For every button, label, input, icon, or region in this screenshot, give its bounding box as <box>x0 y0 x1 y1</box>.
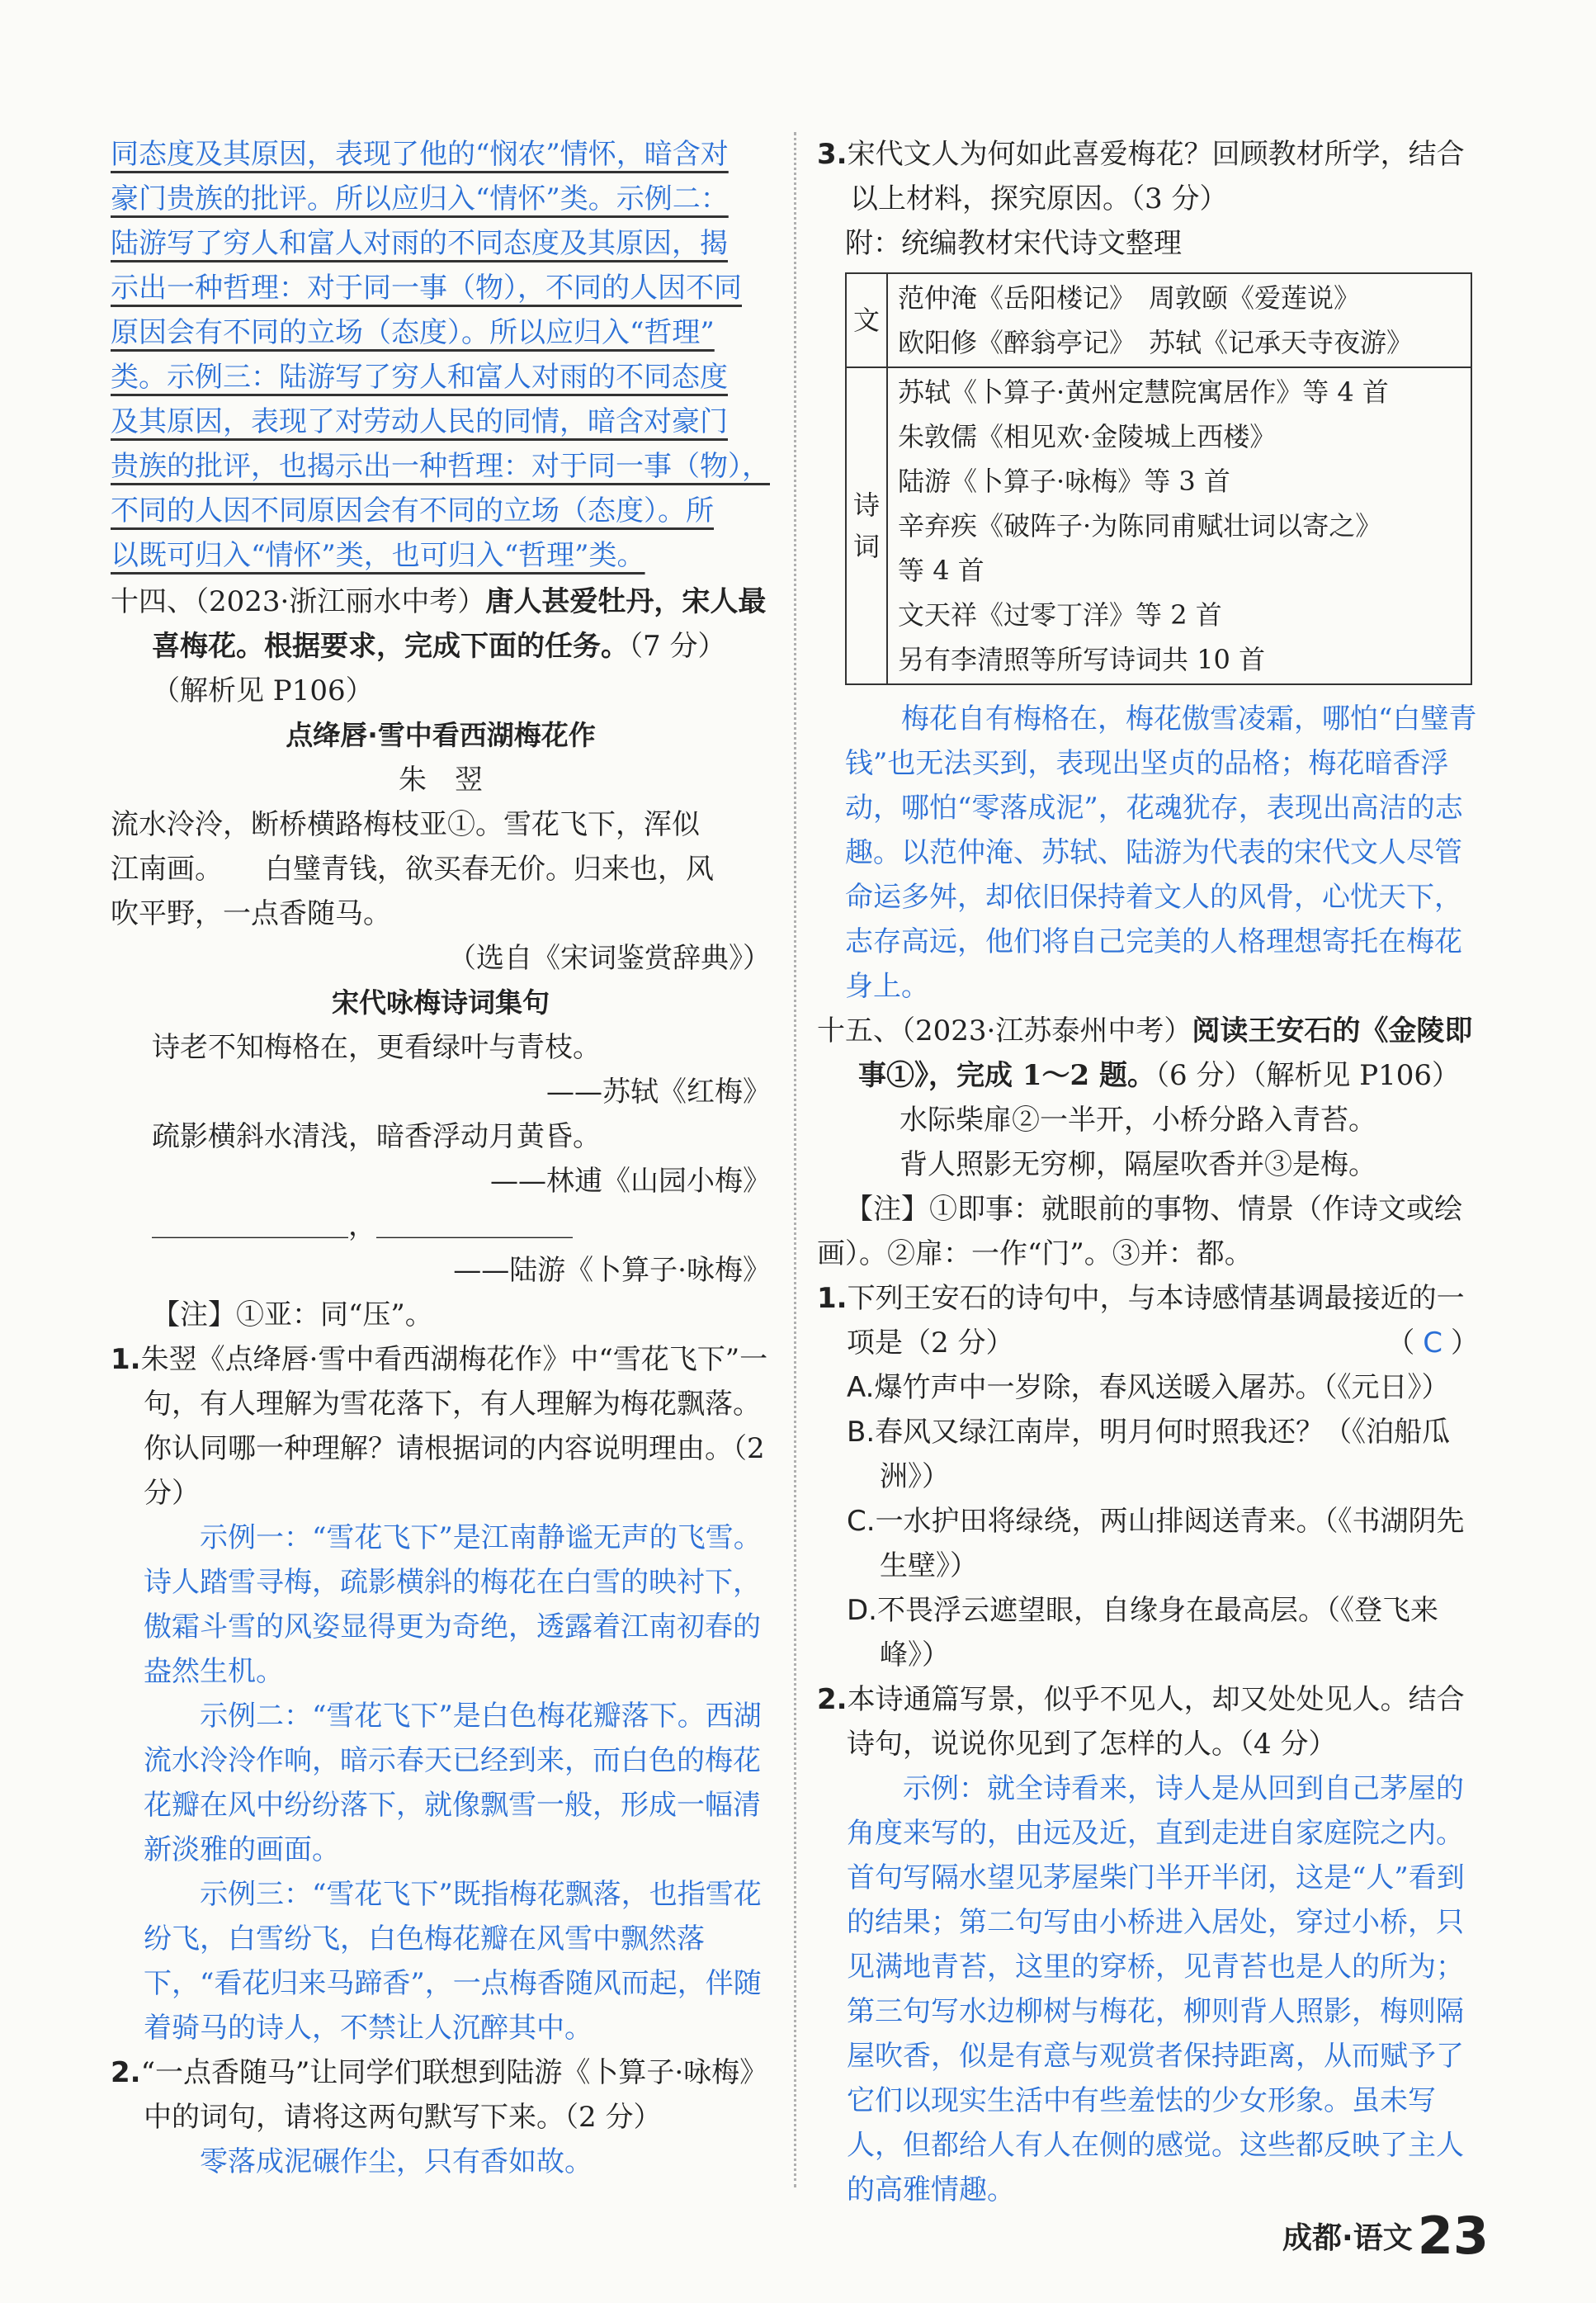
poem2-title: 宋代咏梅诗词集句 <box>332 986 550 1019</box>
page-number: 23 <box>1417 2206 1489 2266</box>
poem2-attribution-3: ——陆游《卜算子·咏梅》 <box>453 1254 771 1287</box>
q13-answer-continuation <box>111 132 771 578</box>
question-15-header <box>817 1009 1479 1098</box>
poem3-line-1: 水际柴扉②一半开，小桥分路入青苔。 <box>900 1104 1376 1137</box>
bracket-right: ） <box>1451 1326 1479 1360</box>
answer-line: 豪门贵族的批评。所以应归入“情怀”类。示例二： <box>111 182 729 215</box>
poem1-author: 朱 翌 <box>399 764 483 797</box>
choice-answer: C <box>1423 1326 1443 1360</box>
table-line: 等 4 首 <box>898 555 985 586</box>
question-number: 3. <box>817 138 848 171</box>
table-line: 另有李清照等所写诗词共 10 首 <box>898 644 1266 675</box>
appendix-title: 附：统编教材宋代诗文整理 <box>845 227 1182 260</box>
poem2-attribution-2: ——林逋《山园小梅》 <box>490 1165 771 1198</box>
table-cell-category <box>846 273 887 367</box>
question-text: 宋代文人为何如此喜爱梅花？回顾教材所学，结合以上材料，探究原因。（3 分） <box>847 138 1465 215</box>
answer-line: 贵族的批评，也揭示出一种哲理：对于同一事（物）， <box>111 450 770 483</box>
question-14-2 <box>111 2050 771 2184</box>
answer: 梅花自有梅格在，梅花傲雪凌霜，哪怕“白璧青钱”也无法买到，表现出坚贞的品格；梅花暗香浮动，哪怕“零落成泥”，花魂犹存，表现出高洁的志趣。以范仲淹、苏轼、陆游为代表的宋代文人尽管命运多舛，却依旧保持着文人的风骨，心忧天下，志存高远，他们将自己完美的人格理想寄托在梅花身上。 <box>845 702 1477 1003</box>
table-cell-works <box>887 273 1471 367</box>
answer-example-3: 示例三：“雪花飞下”既指梅花飘落，也指雪花纷飞，白雪纷飞，白色梅花瓣在风雪中飘然落下，“看花归来马蹄香”，一点梅香随风而起，伴随着骑马的诗人，不禁让人沉醉其中。 <box>144 1878 762 2045</box>
q14-prompt-a: 唐人甚爱牡丹，宋人最 <box>485 585 767 618</box>
answer-line: 示出一种哲理：对于同一事（物），不同的人因不同 <box>111 272 742 305</box>
poem1-title: 点绛唇·雪中看西湖梅花作 <box>286 719 596 751</box>
bracket-left: （ <box>1386 1326 1415 1360</box>
table-cell-category <box>846 367 887 684</box>
question-number: 1. <box>111 1343 141 1376</box>
category-label: 诗 <box>853 489 881 521</box>
question-text: 下列王安石的诗句中，与本诗感情基调最接近的一项是（2 分） <box>847 1282 1465 1360</box>
poem1-note: 【注】①亚：同“压”。 <box>152 1298 433 1331</box>
footer-region-subject: 成都·语文 <box>1282 2221 1413 2255</box>
answer-example-1: 示例一：“雪花飞下”是江南静谧无声的飞雪。诗人踏雪寻梅，疏影横斜的梅花在白雪的映衬下，傲霜斗雪的风姿显得更为奇绝，透露着江南初春的盎然生机。 <box>144 1521 762 1688</box>
option-text: 不畏浮云遮望眼，自缘身在最高层。（《登飞来峰》） <box>877 1594 1438 1672</box>
question-text: “一点香随马”让同学们联想到陆游《卜算子·咏梅》中的词句，请将这两句默写下来。（2 分） <box>140 2056 768 2134</box>
q14-prompt-b: 喜梅花。根据要求，完成下面的任务。 <box>152 630 629 663</box>
poem2-line-2: 疏影横斜水清浅，暗香浮动月黄昏。 <box>152 1120 601 1153</box>
option-label: D. <box>847 1594 877 1627</box>
question-14-header <box>111 579 771 713</box>
q15-score: （6 分）（解析见 P106） <box>1155 1059 1461 1092</box>
question-15-2 <box>817 1677 1479 2212</box>
table-line: 辛弃疾《破阵子·为陈同甫赋壮词以寄之》 <box>898 510 1382 541</box>
poem2-attribution-1: ——苏轼《红梅》 <box>546 1076 771 1109</box>
q14-reference: （解析见 P106） <box>152 674 374 707</box>
answer-line: 类。示例三：陆游写了穷人和富人对雨的不同态度 <box>111 361 728 394</box>
option-label: B. <box>847 1416 876 1449</box>
table-line: 陆游《卜算子·咏梅》等 3 首 <box>898 466 1230 497</box>
table-line: 范仲淹《岳阳楼记》 周敦颐《爱莲说》 <box>898 282 1361 314</box>
question-text: 朱翌《点绛唇·雪中看西湖梅花作》中“雪花飞下”一句，有人理解为雪花落下，有人理解为梅花飘落。你认同哪一种理解？请根据词的内容说明理由。（2 分） <box>140 1343 768 1510</box>
table-row-wen <box>846 273 1471 367</box>
poem1-line: 吹平野，一点香随马。 <box>111 897 391 930</box>
poem2-blank-line: ＿＿＿＿＿＿＿，＿＿＿＿＿＿＿ <box>152 1209 573 1242</box>
option-c <box>817 1499 1479 1588</box>
q14-score: （7 分） <box>629 630 726 663</box>
answer: 示例：就全诗看来，诗人是从回到自己茅屋的角度来写的，由远及近，直到走进自家庭院之内。首句写隔水望见茅屋柴门半开半闭，这是“人”看到的结果；第二句写由小桥进入居处，穿过小桥，只见满地青苔，这里的穿桥，见青苔也是人的所为；第三句写水边柳树与梅花，柳则背人照影，梅则隔屋吹香，似是有意与观赏者保持距离，从而赋予了它们以现实生活中有些羞怯的少女形象。虽未写人，但都给人有人在侧的感觉。这些都反映了主人的高雅情趣。 <box>847 1772 1465 2206</box>
q15-prompt-a: 阅读王安石的《金陵 <box>1192 1014 1445 1047</box>
option-b <box>817 1410 1479 1499</box>
answer: 零落成泥碾作尘，只有香如故。 <box>200 2145 593 2178</box>
column-divider <box>794 132 796 2187</box>
answer-bracket <box>1386 1321 1479 1365</box>
category-label: 词 <box>853 531 881 562</box>
option-d <box>817 1588 1479 1677</box>
answer-line: 以既可归入“情怀”类，也可归入“哲理”类。 <box>111 539 645 572</box>
answer-example-2: 示例二：“雪花飞下”是白色梅花瓣落下。西湖流水泠泠作响，暗示春天已经到来，而白色的梅花花瓣在风中纷纷落下，就像飘雪一般，形成一幅清新淡雅的画面。 <box>144 1700 762 1866</box>
table-line: 欧阳修《醉翁亭记》 苏轼《记承天寺夜游》 <box>898 327 1414 358</box>
poem1-source: （选自《宋词鉴赏辞典》） <box>448 942 771 975</box>
table-cell-works <box>887 367 1471 684</box>
song-literature-table <box>845 272 1472 685</box>
table-line: 文天祥《过零丁洋》等 2 首 <box>898 599 1222 631</box>
left-column <box>111 132 771 2184</box>
answer-line: 同态度及其原因，表现了他的“悯农”情怀，暗含对 <box>111 138 729 171</box>
poem1-line: 江南画。 白璧青钱，欲买春无价。归来也，风 <box>111 853 714 886</box>
table-line: 朱敦儒《相见欢·金陵城上西楼》 <box>898 421 1277 452</box>
answer-line: 陆游写了穷人和富人对雨的不同态度及其原因，揭 <box>111 227 728 260</box>
option-label: A. <box>847 1371 875 1404</box>
option-text: 爆竹声中一岁除，春风送暖入屠苏。（《元日》） <box>874 1371 1450 1404</box>
question-number: 2. <box>111 2056 141 2089</box>
question-14-3 <box>817 132 1479 1009</box>
poem3-note: 【注】①即事：就眼前的事物、情景（作诗文或绘画）。②扉：一作“门”。③并：都。 <box>817 1193 1462 1270</box>
option-text: 春风又绿江南岸，明月何时照我还？（《泊船瓜洲》） <box>875 1416 1451 1493</box>
question-number: 1. <box>817 1282 848 1315</box>
page-footer <box>1282 2206 1489 2266</box>
question-14-1 <box>111 1337 771 2050</box>
poem3-line-2: 背人照影无穷柳，隔屋吹香并③是梅。 <box>900 1148 1376 1181</box>
answer-line: 及其原因，表现了对劳动人民的同情，暗含对豪门 <box>111 405 728 438</box>
poem2-line-1: 诗老不知梅格在，更看绿叶与青枝。 <box>152 1031 601 1064</box>
answer-line: 原因会有不同的立场（态度）。所以应归入“哲理” <box>111 316 715 349</box>
poem1-line: 流水泠泠，断桥横路梅枝亚①。雪花飞下，浑似 <box>111 808 700 841</box>
question-text: 本诗通篇写景，似乎不见人，却又处处见人。结合诗句，说说你见到了怎样的人。（4 分） <box>847 1683 1465 1761</box>
option-a <box>817 1365 1479 1410</box>
table-row-shici <box>846 367 1471 684</box>
q15-source: 十五、（2023·江苏泰州中考） <box>817 1014 1192 1047</box>
question-number: 2. <box>817 1683 848 1716</box>
right-column <box>817 132 1479 2212</box>
option-label: C. <box>847 1505 876 1538</box>
question-15-1 <box>817 1276 1479 1677</box>
q15-prompt-b: 即事①》，完成 1～2 题。 <box>858 1014 1473 1092</box>
poem1-body <box>111 802 771 936</box>
category-label: 文 <box>853 305 881 336</box>
table-line: 苏轼《卜算子·黄州定慧院寓居作》等 4 首 <box>898 376 1389 408</box>
option-text: 一水护田将绿绕，两山排闼送青来。（《书湖阴先生壁》） <box>875 1505 1465 1582</box>
answer-line: 不同的人因不同原因会有不同的立场（态度）。所 <box>111 494 714 527</box>
q14-source: 十四、（2023·浙江丽水中考） <box>111 585 486 618</box>
